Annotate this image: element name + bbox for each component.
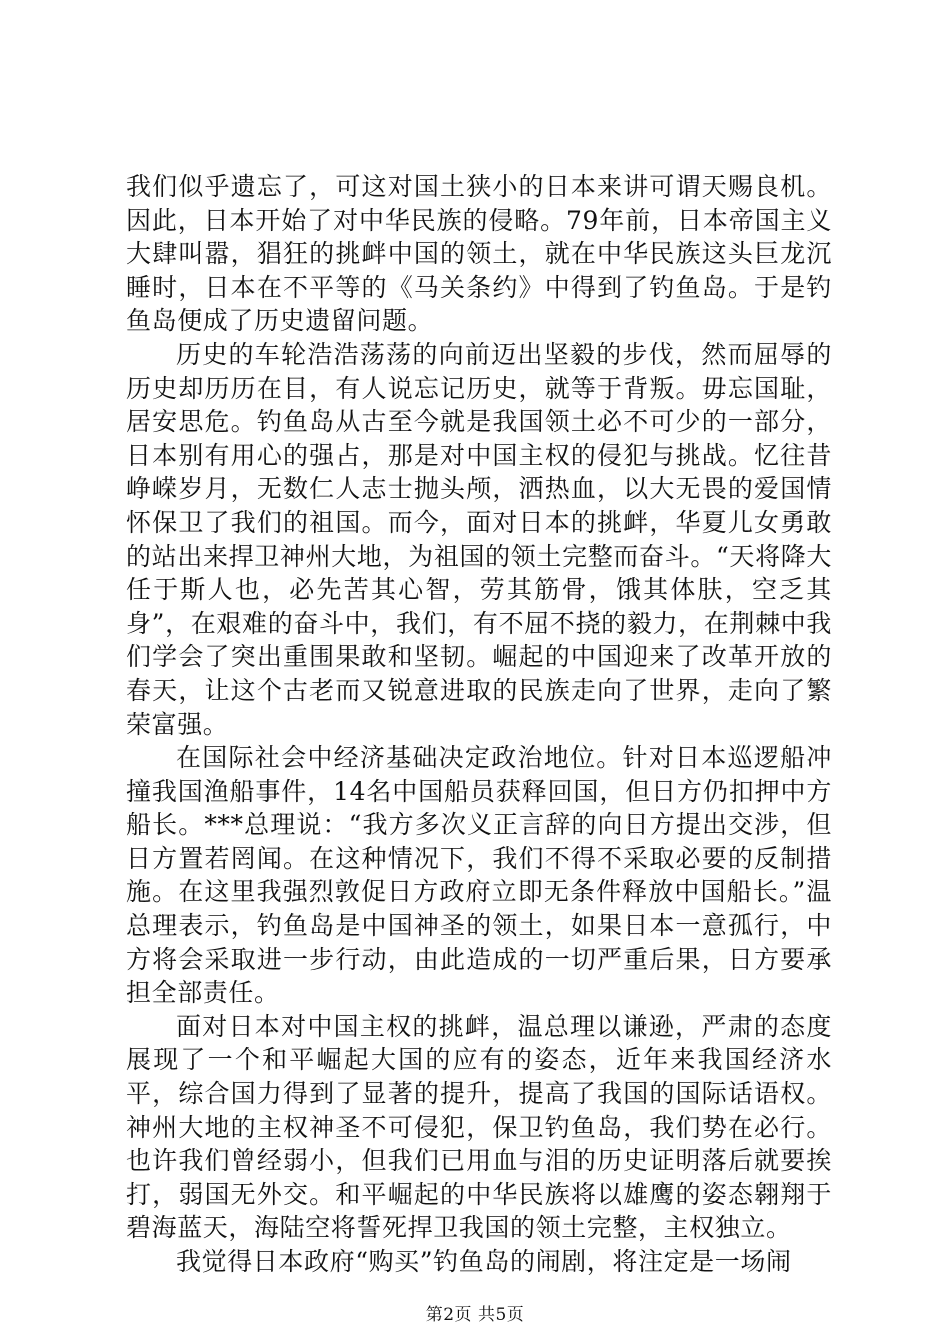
paragraph-4: 面对日本对中国主权的挑衅，温总理以谦逊，严肃的态度展现了一个和平崛起大国的应有的姿态，近年来我国经济水平，综合国力得到了显著的提升，提高了我国的国际话语权。神州大地的主权神圣不可侵犯，保卫钓鱼岛，我们势在必行。也许我们曾经弱小，但我们已用血与泪的历史证明落后就要挨打，弱国无外交。和平崛起的中华民族将以雄鹰的姿态翱翔于碧海蓝天，海陆空将誓死捍卫我国的领土完整，主权独立。: [126, 1011, 832, 1243]
paragraph-1: 我们似乎遗忘了，可这对国土狭小的日本来讲可谓天赐良机。因此，日本开始了对中华民族的侵略。79年前，日本帝国主义大肆叫嚣，猖狂的挑衅中国的领土，就在中华民族这头巨龙沉睡时，日本在不平等的《马关条约》中得到了钓鱼岛。于是钓鱼岛便成了历史遗留问题。: [126, 172, 832, 336]
paragraph-3: 在国际社会中经济基础决定政治地位。针对日本巡逻船冲撞我国渔船事件，14名中国船员获释回国，但日方仍扣押中方船长。***总理说：“我方多次义正言辞的向日方提出交涉，但日方置若罔闻。在这种情况下，我们不得不采取必要的反制措施。在这里我强烈敦促日方政府立即无条件释放中国船长。”温总理表示，钓鱼岛是中国神圣的领土，如果日本一意孤行，中方将会采取进一步行动，由此造成的一切严重后果，日方要承担全部责任。: [126, 743, 832, 1008]
document-body: [126, 170, 832, 1279]
paragraph-2: 历史的车轮浩浩荡荡的向前迈出坚毅的步伐，然而屈辱的历史却历历在目，有人说忘记历史，就等于背叛。毋忘国耻，居安思危。钓鱼岛从古至今就是我国领土必不可少的一部分，日本别有用心的强占，那是对中国主权的侵犯与挑战。忆往昔峥嵘岁月，无数仁人志士抛头颅，洒热血，以大无畏的爱国情怀保卫了我们的祖国。而今，面对日本的挑衅，华夏儿女勇敢的站出来捍卫神州大地，为祖国的领土完整而奋斗。“天将降大任于斯人也，必先苦其心智，劳其筋骨，饿其体肤，空乏其身”，在艰难的奋斗中，我们，有不屈不挠的毅力，在荆棘中我们学会了突出重围果敢和坚韧。崛起的中国迎来了改革开放的春天，让这个古老而又锐意进取的民族走向了世界，走向了繁荣富强。: [126, 339, 832, 739]
paragraph-5: 我觉得日本政府“购买”钓鱼岛的闹剧，将注定是一场闹: [176, 1247, 792, 1276]
page-footer: 第2页 共5页: [425, 1305, 525, 1325]
